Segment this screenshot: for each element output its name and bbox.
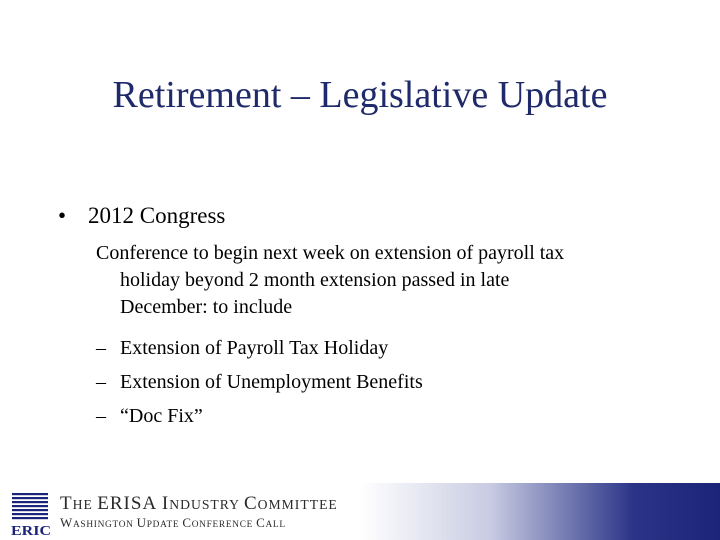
slide-title: Retirement – Legislative Update (112, 74, 608, 116)
sub-item (96, 403, 203, 430)
paragraph (96, 240, 676, 321)
footer-subtitle: WASHINGTON UPDATE CONFERENCE CALL (60, 515, 286, 530)
sub-item-text: Extension of Payroll Tax Holiday (120, 337, 389, 359)
sub-item-text: “Doc Fix” (120, 405, 203, 427)
bullet-marker: • (58, 203, 67, 228)
sub-item (96, 335, 388, 362)
sub-item (96, 369, 423, 396)
eric-logo (10, 491, 52, 537)
dash-marker: – (96, 337, 106, 359)
org-name: THE ERISA INDUSTRY COMMITTEE (60, 493, 338, 514)
logo-text: ERIC (11, 524, 51, 537)
bullet-text: 2012 Congress (88, 203, 226, 228)
footer-banner (0, 483, 720, 540)
dash-marker: – (96, 371, 106, 393)
paragraph-line: December: to include (120, 296, 293, 318)
paragraph-line: Conference to begin next week on extension of payroll tax (96, 242, 565, 264)
paragraph-line: holiday beyond 2 month extension passed in late (120, 269, 510, 291)
dash-marker: – (96, 405, 106, 427)
bullet-item (58, 198, 225, 234)
sub-item-text: Extension of Unemployment Benefits (120, 371, 423, 393)
